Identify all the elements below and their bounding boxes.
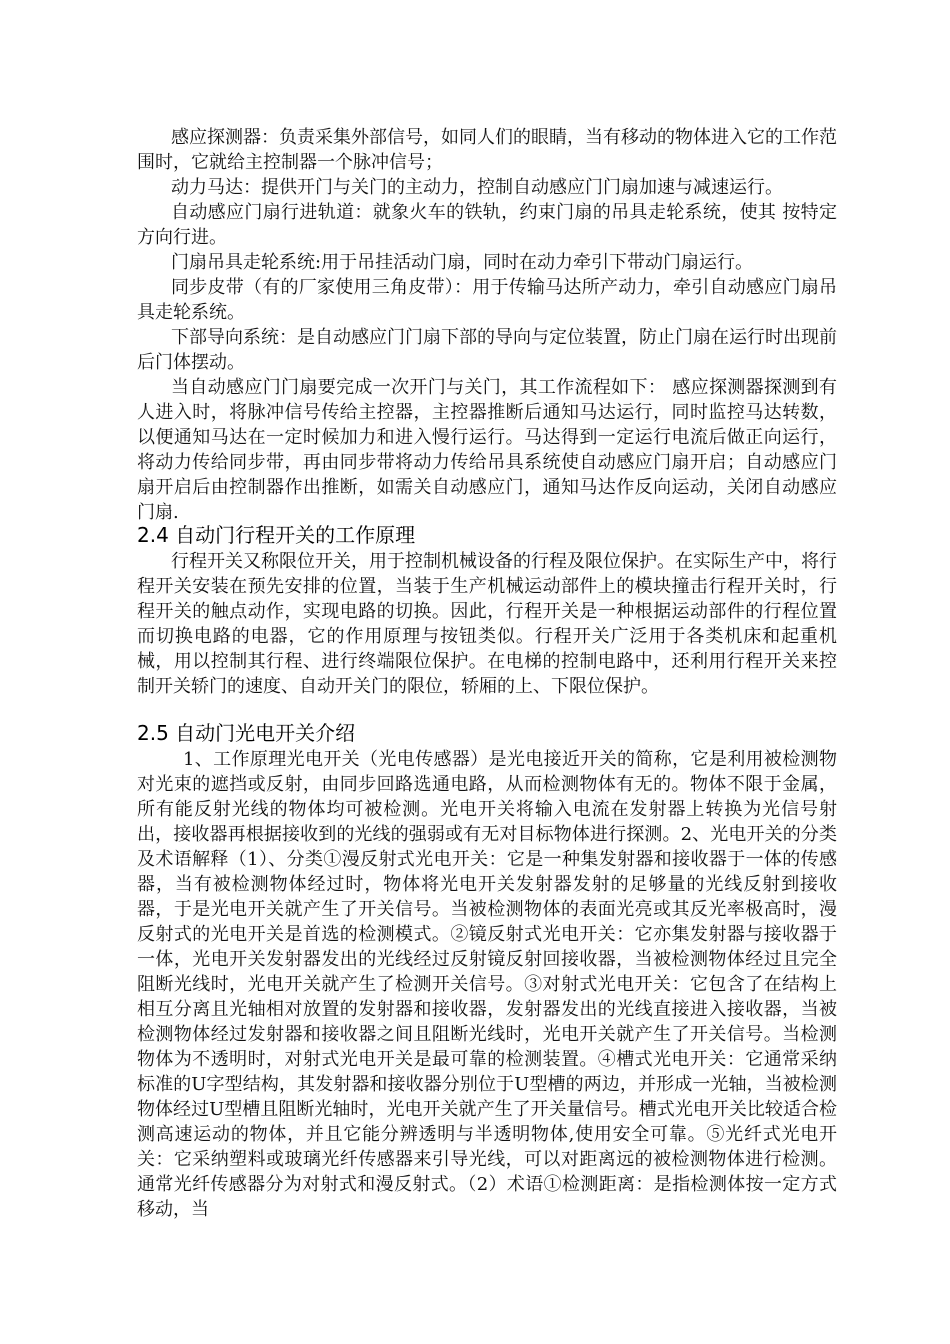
paragraph-photoelectric-switch: 1、工作原理光电开关（光电传感器）是光电接近开关的简称，它是利用被检测物对光束的遮挡或反射，由同步回路选通电路，从而检测物体有无的。物体不限于金属，所有能反射光线的物体均可被检测。光电开关将输入电流在发射器上转换为光信号射出，接收器再根据接收到的光线的强弱或有无对目标物体进行探测。2、光电开关的分类及术语解释（1）、分类①漫反射式光电开关：它是一种集发射器和接收器于一体的传感器，当有被检测物体经过时，物体将光电开关发射器发射的足够量的光线反射到接收器，于是光电开关就产生了开关信号。当被检测物体的表面光亮或其反光率极高时，漫反射式的光电开关是首选的检测模式。②镜反射式光电开关：它亦集发射器与接收器于一体，光电开关发射器发出的光线经过反射镜反射回接收器，当被检测物体经过且完全阻断光线时，光电开关就产生了检测开关信号。③对射式光电开关：它包含了在结构上相互分离且光轴相对放置的发射器和接收器，发射器发出的光线直接进入接收器，当被检测物体经过发射器和接收器之间且阻断光线时，光电开关就产生了开关信号。当检测物体为不透明时，对射式光电开关是最可靠的检测装置。④槽式光电开关：它通常采纳标准的U字型结构，其发射器和接收器分别位于U型槽的两边，并形成一光轴，当被检测物体经过U型槽且阻断光轴时，光电开关就产生了开关量信号。槽式光电开关比较适合检测高速运动的物体，并且它能分辨透明与半透明物体,使用安全可靠。⑤光纤式光电开关：它采纳塑料或玻璃光纤传感器来引导光线，可以对距离远的被检测物体进行检测。通常光纤传感器分为对射式和漫反射式。（2）术语①检测距离：是指检测体按一定方式移动，当	[137, 749, 837, 1220]
section-2-5-heading: 2.5 自动门光电开关介绍	[137, 721, 356, 745]
paragraph-power-motor: 动力马达：提供开门与关门的主动力，控制自动感应门门扇加速与减速运行。	[171, 177, 783, 198]
paragraph-hanger-wheel-system: 门扇吊具走轮系统:用于吊挂活动门扇，同时在动力牵引下带动门扇运行。	[171, 252, 754, 273]
section-2-5	[137, 720, 837, 1222]
section-2-4-heading: 2.4 自动门行程开关的工作原理	[137, 523, 416, 547]
paragraph-limit-switch: 行程开关又称限位开关，用于控制机械设备的行程及限位保护。在实际生产中，将行程开关安装在预先安排的位置，当装于生产机械运动部件上的模块撞击行程开关时，行程开关的触点动作，实现电路的切换。因此，行程开关是一种根据运动部件的行程位置而切换电路的电器，它的作用原理与按钮类似。行程开关广泛用于各类机床和起重机械，用以控制其行程、进行终端限位保护。在电梯的控制电路中，还利用行程开关来控制开关轿门的速度、自动开关门的限位，轿厢的上、下限位保护。	[137, 551, 837, 697]
paragraph-workflow: 当自动感应门门扇要完成一次开门与关门，其工作流程如下： 感应探测器探测到有人进入时，将脉冲信号传给主控器，主控器推断后通知马达运行，同时监控马达转数，以便通知马达在一定时候加力和进入慢行运行。马达得到一定运行电流后做正向运行，将动力传给同步带，再由同步带将动力传给吊具系统使自动感应门扇开启；自动感应门扇开启后由控制器作出推断，如需关自动感应门，通知马达作反向运动，关闭自动感应门扇.	[137, 377, 837, 523]
previous-section-body	[137, 125, 837, 525]
section-2-4	[137, 522, 837, 699]
paragraph-door-track: 自动感应门扇行进轨道：就象火车的铁轨，约束门扇的吊具走轮系统，使其 按特定方向行进。	[137, 202, 837, 248]
paragraph-sensor-detector: 感应探测器：负责采集外部信号，如同人们的眼睛，当有移动的物体进入它的工作范围时，它就给主控制器一个脉冲信号；	[137, 127, 837, 173]
paragraph-sync-belt: 同步皮带（有的厂家使用三角皮带）：用于传输马达所产动力，牵引自动感应门扇吊具走轮系统。	[137, 277, 837, 323]
paragraph-lower-guide-system: 下部导向系统：是自动感应门门扇下部的导向与定位装置，防止门扇在运行时出现前后门体摆动。	[137, 327, 837, 373]
